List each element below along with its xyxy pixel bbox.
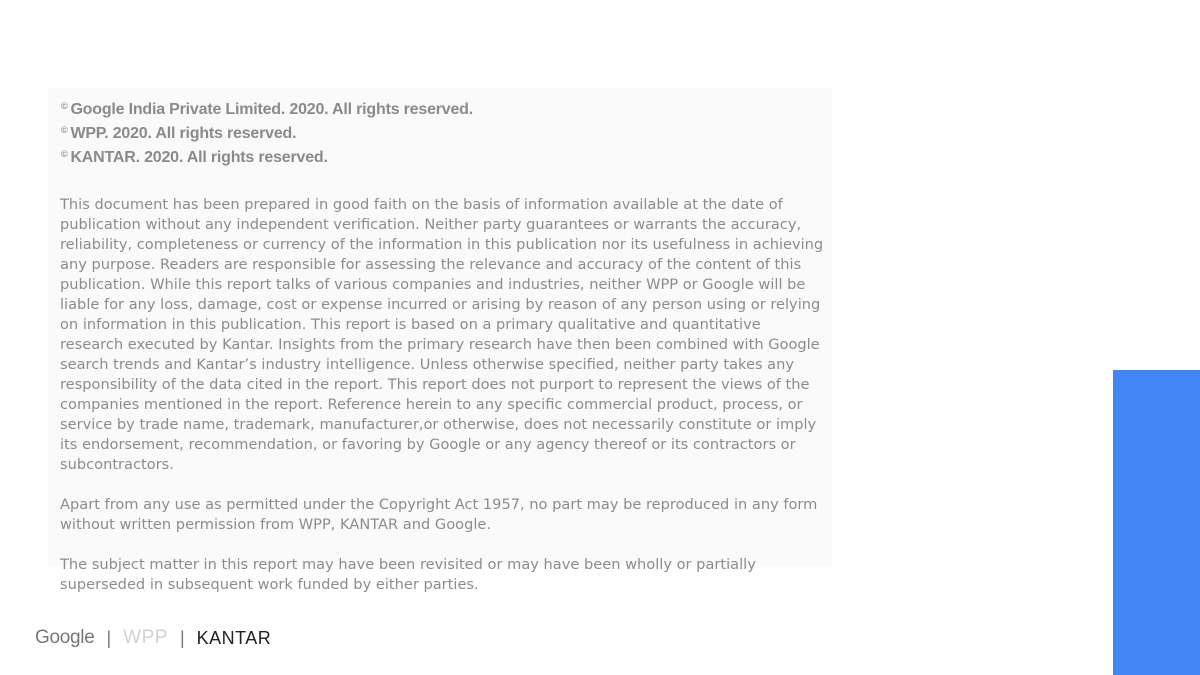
logo-separator: | — [106, 627, 112, 648]
google-logo: Google — [35, 627, 95, 648]
footer-logos — [35, 626, 271, 650]
copyright-line-google — [61, 96, 473, 120]
subject-matter-paragraph: The subject matter in this report may have been revisited or may have been wholly or partially superseded in subsequent work funded by either parties. — [60, 556, 756, 593]
copyright-line-kantar — [61, 144, 473, 168]
disclaimer-body — [60, 195, 824, 615]
disclaimer-paragraph: This document has been prepared in good faith on the basis of information available at the date of publication without any independent verification. Neither party guarantees or warrants the accuracy, reliability, completeness or currency of the information in this publication nor its usefulness in achieving any purpose. Readers are responsible for assessing the relevance and accuracy of the content of this publication. While this report talks of various companies and industries, neither WPP or Google will be liable for any loss, damage, cost or expense incurred or arising by reason of any person using or relying on information in this publication. This report is based on a primary qualitative and quantitative research executed by Kantar. Insights from the primary research have then been combined with Google search trends and Kantar’s industry intelligence. Unless otherwise specified, neither party takes any responsibility of the data cited in the report. This report does not purport to represent the views of the companies mentioned in the report. Reference herein to any specific commercial product, process, or service by trade name, trademark, manufacturer,or otherwise, does not necessarily constitute or imply its endorsement, recommendation, or favoring by Google or any agency thereof or its contractors or subcontractors. — [60, 196, 824, 473]
copyright-line-wpp — [61, 120, 473, 144]
copyright-text: KANTAR. 2020. All rights reserved. — [70, 149, 328, 166]
logo-separator: | — [179, 627, 185, 648]
kantar-logo: KANTAR — [196, 627, 272, 648]
copyright-text: Google India Private Limited. 2020. All rights reserved. — [70, 101, 474, 118]
accent-bar — [1113, 370, 1200, 675]
wpp-logo: WPP — [123, 627, 168, 648]
copyright-act-paragraph: Apart from any use as permitted under the Copyright Act 1957, no part may be reproduced in any form without written permission from WPP, KANTAR and Google. — [60, 496, 818, 533]
copyright-symbol: © — [61, 149, 68, 159]
copyright-text: WPP. 2020. All rights reserved. — [70, 125, 297, 142]
copyright-notices — [61, 96, 473, 168]
copyright-symbol: © — [61, 125, 68, 135]
copyright-symbol: © — [61, 101, 68, 111]
